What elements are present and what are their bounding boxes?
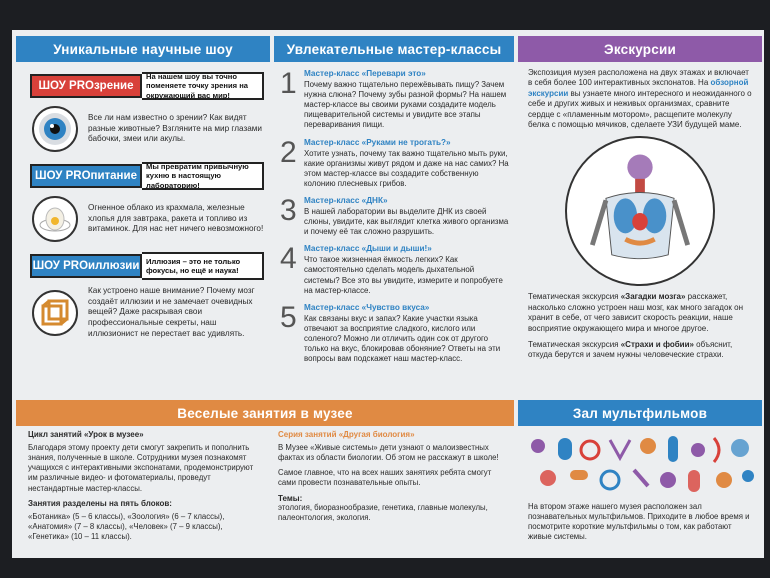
- masterclass-text: Хотите узнать, почему так важно тщательно мыть руки, какие организмы живут рядом и даже на нас самих? На этом мастер-классе вы создадите собственную колонию плесневых грибов.: [304, 148, 509, 188]
- show-illusion-name: PROиллюзии: [63, 260, 140, 272]
- show-illusion-description: Как устроено наше внимание? Почему мозг создаёт иллюзии и не замечает очевидных вещей? Даже раскрывая свои профессиональные секреты, наш иллюзионист не перестает вас удивлять.: [88, 286, 255, 338]
- excursion-brain-b: расскажет, насколько сложно устроен наш мозг, как много загадок он хранит в себе, от чего зависит скорость реакции, наше восприятие окружающего мира и многое другое.: [528, 292, 744, 333]
- excursion-fears-title: «Страхи и фобии»: [620, 339, 694, 349]
- cycle-lesson-text: Благодаря этому проекту дети смогут закрепить и пополнить знания, полученные в школе. Сотрудники музея познакомят учащихся с интерактивными экспонатами, продемонстрируют им различные видео- и фотоматериалы, проведут нестандартные мастер-классы.: [28, 443, 254, 493]
- impossible-cube-icon: [32, 290, 78, 336]
- cycle-biology-topics: этология, биоразнообразие, генетика, главные молекулы, палеонтология, экология.: [278, 502, 488, 522]
- show-nutrition-description: Огненное облако из крахмала, железные хлопья для завтрака, ракета и топливо из витаминок. Для нас нет ничего невозможного!: [88, 203, 264, 234]
- cycle-lesson-blocks: «Ботаника» (5 – 6 классы), «Зоология» (6 – 7 классы), «Анатомия» (7 – 8 классы), «Человек» (7 – 9 классы), «Генетика» (10 – 11 классы).: [28, 511, 225, 541]
- excursions-intro-b: вы узнаете много интересного и неожиданного о себе и других живых и неживых организмах, сравните сердце с «пламенным мотором», расщепите молекулу белка с помощью мячиков, сделаете УЗИ будущей маме.: [528, 88, 752, 129]
- show-illusion-prefix: ШОУ: [32, 260, 60, 272]
- cycle-biology-text2: Самое главное, что на всех наших занятиях ребята смогут сами провести познавательные опыты.: [278, 468, 492, 488]
- show-vision-label: [30, 74, 142, 98]
- show-nutrition-tagline: Мы превратим привычную кухню в настоящую лабораторию!: [142, 162, 264, 190]
- cycle-lesson: [28, 430, 260, 542]
- cycle-biology-text: В Музее «Живые системы» дети узнают о малоизвестных фактах из области биологии. Об этом не расскажут в школе!: [278, 443, 499, 463]
- show-nutrition-label-row: [30, 162, 264, 190]
- masterclass-text: В нашей лаборатории вы выделите ДНК из своей слюны, увидите, как выглядит клетка живого организма и почему её так сложно разрушить.: [304, 206, 509, 237]
- shows-column: [16, 36, 270, 339]
- excursion-brain: [528, 292, 752, 334]
- masterclass-title: Мастер-класс «Чувство вкуса»: [304, 302, 430, 312]
- show-illusion-desc: [32, 286, 264, 339]
- masterclass-item: [280, 193, 510, 237]
- show-vision-tagline: На нашем шоу вы точно поменяете точку зрения на окружающий вас мир!: [142, 72, 264, 100]
- show-nutrition-label: [30, 164, 142, 188]
- excursions-intro-a: Экспозиция музея расположена на двух этажах и включает в себя более 100 интерактивных экспонатов. На: [528, 68, 749, 88]
- cycle-biology: [278, 430, 506, 523]
- activities-section: [16, 400, 514, 541]
- show-vision-name: PROзрение: [69, 80, 134, 92]
- excursion-fears: [528, 340, 752, 361]
- masterclass-item: [280, 69, 510, 131]
- microbes-illustration: [518, 430, 762, 498]
- show-nutrition-name: PROпитание: [65, 170, 137, 182]
- shows-header: Уникальные научные шоу: [16, 36, 270, 62]
- masterclass-number: 3: [280, 193, 297, 227]
- masterclass-item: [280, 300, 510, 365]
- excursions-header: Экскурсии: [518, 36, 762, 62]
- show-illusion-label-row: [30, 252, 264, 280]
- show-nutrition-desc: [32, 196, 264, 242]
- masterclass-title: Мастер-класс «ДНК»: [304, 195, 388, 205]
- show-vision-desc: [32, 106, 264, 152]
- cycle-lesson-blocks-title: Занятия разделены на пять блоков:: [28, 498, 172, 508]
- masterclass-text: Почему важно тщательно пережёвывать пищу? Зачем нужна слюна? Почему зубы разной формы? На нашем мастер-классе вы своими руками создадите модель пищеварительной системы и увидите все этапы переваривания пищи.: [304, 80, 507, 130]
- masterclass-item: [280, 244, 510, 295]
- masterclass-title: Мастер-класс «Руками не трогать?»: [304, 137, 451, 147]
- cycle-biology-title: Серия занятий «Другая биология»: [278, 430, 415, 439]
- masterclass-number: 2: [280, 135, 297, 169]
- show-illusion-tagline: Иллюзия – это не только фокусы, но ещё и наука!: [142, 252, 264, 280]
- cycle-lesson-title: Цикл занятий «Урок в музее»: [28, 430, 144, 439]
- cycle-biology-topics-title: Темы:: [278, 493, 303, 503]
- masterclasses-column: [274, 36, 514, 364]
- cartoons-header: Зал мультфильмов: [518, 400, 762, 426]
- excursion-fears-b: объяснит, откуда берутся и зачем нужны человеческие страхи.: [528, 339, 733, 360]
- eye-icon: [32, 106, 78, 152]
- excursions-column: [518, 36, 762, 361]
- excursion-brain-a: Тематическая экскурсия: [528, 292, 621, 302]
- show-vision-prefix: ШОУ: [38, 80, 66, 92]
- masterclass-text: Что такое жизненная ёмкость легких? Как самостоятельно сделать модель дыхательной системы? Все это вы увидите, измерите и попробуете на мастер-классе.: [304, 255, 503, 295]
- cartoons-text: На втором этаже нашего музея расположен зал познавательных мультфильмов. Приходите в любое время и посмотрите короткие мультфильмы о том, как работают живые системы.: [528, 502, 750, 542]
- masterclass-number: 5: [280, 300, 297, 334]
- show-vision-description: Все ли нам известно о зрении? Как видят разные животные? Взгляните на мир глазами бабочки, змеи или акулы.: [88, 113, 262, 144]
- show-vision-label-row: [30, 72, 264, 100]
- masterclass-title: Мастер-класс «Перевари это»: [304, 69, 426, 78]
- masterclass-number: 1: [280, 67, 297, 100]
- excursions-intro: [528, 68, 752, 130]
- show-illusion-label: [30, 254, 142, 278]
- brochure-sheet: [12, 30, 764, 558]
- excursion-brain-title: «Загадки мозга»: [620, 292, 686, 302]
- excursions-intro-highlight: обзорной экскурсии: [528, 78, 749, 98]
- activities-header: Веселые занятия в музее: [16, 400, 514, 426]
- excursion-fears-a: Тематическая экскурсия: [528, 339, 621, 349]
- masterclass-text: Как связаны вкус и запах? Какие участки языка отвечают за восприятие сладкого, кислого или соленого? Можно ли отличить один сок от другого только на вкус, блокировав обоняние? Ответы на эти вопросы вам подскажет наш мастер-класс.: [304, 313, 501, 364]
- masterclass-number: 4: [280, 242, 297, 276]
- masterclass-item: [280, 135, 510, 189]
- masterclasses-header: Увлекательные мастер-классы: [274, 36, 514, 62]
- masterclass-title: Мастер-класс «Дыши и дыши!»: [304, 244, 432, 254]
- anatomy-diagram: [565, 136, 715, 286]
- cartoons-section: [518, 400, 762, 543]
- egg-icon: [32, 196, 78, 242]
- show-nutrition-prefix: ШОУ: [35, 170, 63, 182]
